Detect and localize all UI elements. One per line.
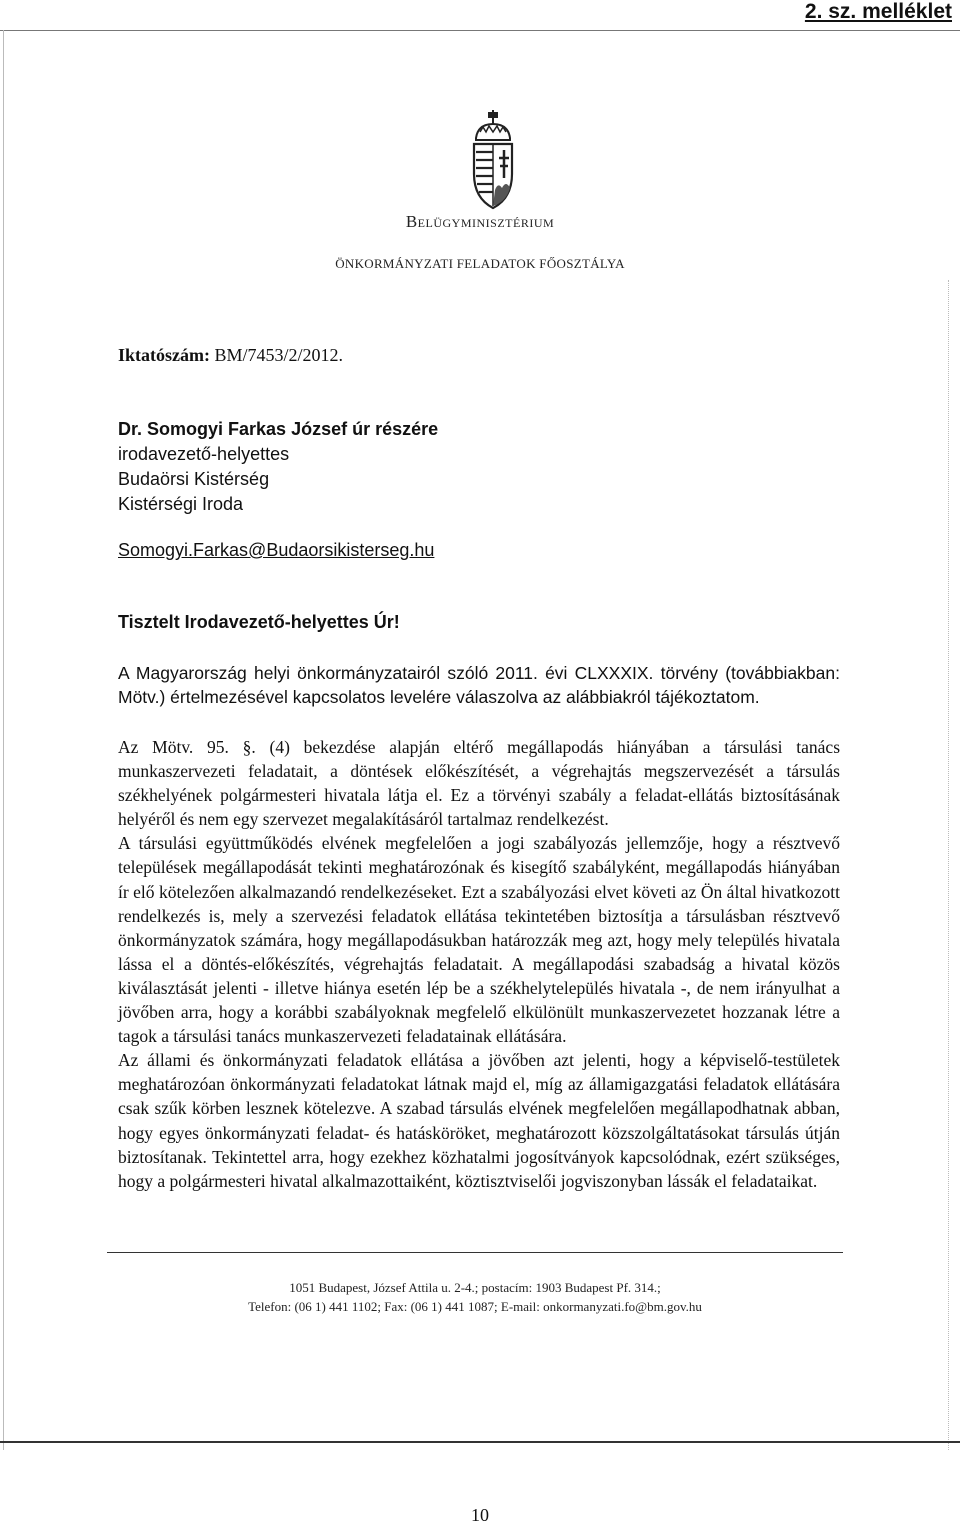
addressee-email-link[interactable]: Somogyi.Farkas@Budaorsikisterseg.hu: [118, 540, 435, 560]
addressee-office: Kistérségi Iroda: [118, 494, 244, 514]
salutation: Tisztelt Irodavezető-helyettes Úr!: [118, 612, 400, 632]
ministry-name: Belügyminisztérium: [405, 212, 555, 231]
footer-address: 1051 Budapest, József Attila u. 2-4.; postacím: 1903 Budapest Pf. 314.;: [289, 1280, 661, 1295]
body-paragraph: A társulási együttműködés elvének megfelelően a jogi szabályozás jellemzője, hogy a résztvevő települések megállapodását tekinti meghatározónak és kisegítő szabályként, megállapodás hiányában ír elő kötelezően alkalmazandó rendelkezéseket. Ezt a szabályozási elvet követi az Ön által hivatkozott rendelkezés is, mely a szervezési feladatok ellátása tekintetében biztosítja a társulásban résztvevő önkormányzatok számára, hogy megállapodásukban határozzák meg azt, hogy mely település hivatala lássa el a döntés-előkészítés, végrehajtás feladatait. A megállapodási szabadság a hivatal közös kiválasztását jelenti - illetve hiánya esetén lép be a székhelytelepülés hivatala -, de nem irányulhat a jövőben arra, hogy a korábbi szabályoknak megfelelő elkülönült munkaszervezetet hozzanak létre a tagok a társulási tanács munkaszervezeti feladatainak ellátására.: [118, 833, 840, 1047]
footer-contact: Telefon: (06 1) 441 1102; Fax: (06 1) 441 1087; E-mail: onkormanyzati.fo@bm.gov.hu: [248, 1299, 702, 1314]
page-number: 10: [471, 1505, 489, 1525]
body-paragraph: Az állami és önkormányzati feladatok ellátása a jövőben azt jelenti, hogy a képviselő-testületek meghatározóan önkormányzati feladatokat látnak majd el, míg az államigazgatási feladatok ellátására csak szűk körben lesznek kötelezve. A szabad társulás elvének megfelelően megállapodhatnak abban, hogy egyes önkormányzati feladat- és hatásköröket, meghatározott közszolgáltatásokat társulás útján biztosítanak. Tekintettel arra, hogy ezekhez közhatalmi jogosítványok kapcsolódnak, ezért szükséges, hogy a polgármesteri hivatal alkalmazottaiként, köztisztviselői jogviszonyban lássák el feladataikat.: [118, 1050, 840, 1191]
page-bottom-divider: [0, 1441, 960, 1443]
addressee-title: irodavezető-helyettes: [118, 444, 290, 464]
letter-body: [118, 735, 840, 1193]
footer-divider: [107, 1252, 843, 1253]
reference-label: Iktatószám:: [118, 345, 210, 365]
body-paragraph: Az Mötv. 95. §. (4) bekezdése alapján eltérő megállapodás hiányában a társulási tanács munkaszervezeti feladatait, a döntések előkészítését, a végrehajtás megszervezését a társulás székhelyének polgármesteri hivatala látja el. Ez a törvényi szabály a feladat-ellátás biztosításának helyéről és nem egy szervezet megalakításáról tartalmaz rendelkezést.: [118, 737, 840, 830]
right-scan-edge: [948, 280, 949, 1450]
reference-value: BM/7453/2/2012.: [214, 345, 344, 365]
top-divider: [0, 30, 960, 31]
department-name: ÖNKORMÁNYZATI FELADATOK FŐOSZTÁLYA: [335, 256, 625, 271]
coat-of-arms-icon: [466, 110, 520, 210]
intro-paragraph: A Magyarország helyi önkormányzatairól szóló 2011. évi CLXXXIX. törvény (továbbiakban: Mötv.) értelmezésével kapcsolatos levelére válaszolva az alábbiakról tájékoztatom.: [118, 663, 840, 707]
addressee-org: Budaörsi Kistérség: [118, 469, 270, 489]
left-scan-edge: [3, 30, 4, 1450]
addressee-name: Dr. Somogyi Farkas József úr részére: [118, 419, 439, 439]
reference-number: [118, 345, 343, 366]
annex-label: 2. sz. melléklet: [804, 0, 952, 23]
